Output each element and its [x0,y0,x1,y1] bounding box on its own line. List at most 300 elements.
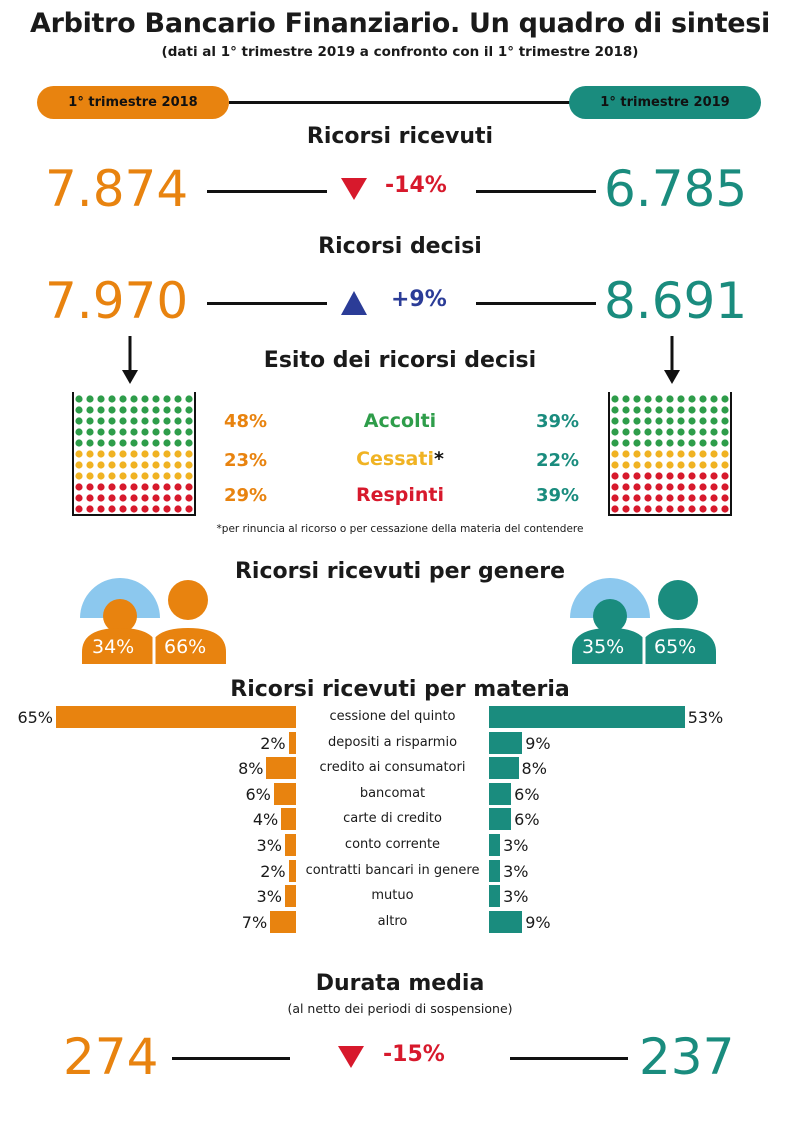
female-head [593,599,627,633]
esito-dot [97,395,104,402]
esito-dot [97,494,104,501]
esito-dot [721,461,728,468]
esito-dot [86,494,93,501]
esito-dot [130,395,137,402]
esito-dot [119,494,126,501]
esito-dot [688,450,695,457]
value-label-2019: 53% [687,708,724,727]
value-label-2019: 3% [503,887,529,907]
value-label-2018: 2% [260,733,286,753]
bar-2018 [289,860,296,882]
esito-dot [622,505,629,512]
esito-dot [611,428,618,435]
esito-dot [75,417,82,424]
respinti-label: Respinti [355,484,445,506]
esito-dot [699,461,706,468]
esito-dot [119,406,126,413]
esito-dot [611,395,618,402]
esito-dot-grid-2018 [72,392,196,516]
period-2019-pill: 1° trimestre 2019 [569,86,761,119]
esito-dot [119,505,126,512]
esito-dot [86,428,93,435]
esito-dot [622,483,629,490]
esito-dot [710,505,717,512]
esito-dot [119,428,126,435]
esito-dot [633,406,640,413]
esito-dot [611,505,618,512]
esito-dot [174,428,181,435]
esito-dot [666,428,673,435]
esito-dot [699,450,706,457]
value-label-2018: 4% [252,810,279,830]
esito-dot [75,406,82,413]
esito-dot [677,472,684,479]
esito-dot [152,461,159,468]
esito-dot [655,483,662,490]
value-label-2019: 9% [525,733,551,753]
esito-dot [633,494,640,501]
esito-dot [163,483,170,490]
esito-dot [163,406,170,413]
materia-heading: Ricorsi ricevuti per materia [230,677,570,702]
esito-dot [721,428,728,435]
esito-dot [633,472,640,479]
esito-dot [163,428,170,435]
esito-dot [141,428,148,435]
esito-dot [644,505,651,512]
bar-2018 [285,834,296,856]
esito-dot [633,450,640,457]
durata-heading: Durata media [315,971,485,996]
esito-dot [141,395,148,402]
esito-dot [141,461,148,468]
esito-dot [677,483,684,490]
esito-dot [152,450,159,457]
esito-dot [141,483,148,490]
esito-dot [108,472,115,479]
esito-dot [152,406,159,413]
category-label: altro [377,913,408,929]
esito-dot [655,428,662,435]
esito-dot [185,450,192,457]
esito-dot [666,472,673,479]
esito-dot [119,439,126,446]
page-subtitle: (dati al 1° trimestre 2019 a confronto con il 1° trimestre 2018) [161,44,639,60]
esito-dot [163,395,170,402]
esito-heading: Esito dei ricorsi decisi [263,348,537,373]
esito-dot [174,450,181,457]
esito-dot [710,494,717,501]
category-label: credito ai consumatori [319,760,466,776]
esito-dot [86,450,93,457]
bar-2019 [489,783,511,805]
esito-dot [699,494,706,501]
esito-dot [666,494,673,501]
esito-dot [75,494,82,501]
esito-dot [185,472,192,479]
esito-dot [75,450,82,457]
esito-dot [174,461,181,468]
ricevuti-2019-value: 6.785 [604,160,748,218]
esito-dot [721,417,728,424]
esito-dot [86,417,93,424]
esito-dot [141,494,148,501]
esito-dot [710,417,717,424]
esito-dot [152,439,159,446]
esito-dot [699,406,706,413]
cessati-label-wrap [300,448,500,470]
genere-2018-female-pct: 34% [92,636,135,658]
esito-dot [130,472,137,479]
bar-2019 [489,757,519,779]
bar-2018 [266,757,296,779]
bar-2019 [489,706,685,728]
esito-dot [86,483,93,490]
cessati-label: Cessati [356,448,434,470]
decisi-line-left [207,302,327,305]
esito-dot [633,461,640,468]
bar-2018 [56,706,296,728]
esito-dot [108,417,115,424]
category-label: cessione del quinto [329,709,456,724]
esito-dot [644,494,651,501]
esito-dot [141,406,148,413]
value-label-2018: 3% [256,887,282,907]
esito-dot [130,483,137,490]
esito-dot [185,483,192,490]
esito-dot [174,439,181,446]
esito-dot [108,483,115,490]
genere-2019-female-pct: 35% [582,636,625,658]
esito-dot [644,406,651,413]
esito-dot [141,450,148,457]
ricevuti-line-left [207,190,327,193]
esito-dot [644,395,651,402]
esito-dot [108,461,115,468]
esito-dot [699,417,706,424]
category-label: mutuo [371,888,414,904]
esito-dot [75,461,82,468]
esito-dot [710,439,717,446]
esito-dot [666,395,673,402]
esito-dot [141,472,148,479]
esito-dot [633,505,640,512]
esito-dot [644,439,651,446]
esito-dot [611,472,618,479]
durata-2019-value: 237 [639,1028,735,1086]
durata-change: -15% [383,1042,445,1067]
esito-dot [611,417,618,424]
esito-dot [75,428,82,435]
esito-dot [108,428,115,435]
esito-dot [666,417,673,424]
esito-dot [644,450,651,457]
esito-dot [655,406,662,413]
esito-dot [677,428,684,435]
down-triangle-icon [339,176,369,202]
esito-dot [130,505,137,512]
esito-dot [611,450,618,457]
esito-dot [152,494,159,501]
esito-note: *per rinuncia al ricorso o per cessazione della materia del contendere [216,523,584,535]
female-head [103,599,137,633]
ricevuti-line-right [476,190,596,193]
bar-2018 [270,911,296,933]
ricevuti-heading: Ricorsi ricevuti [306,124,494,149]
bar-2019 [489,732,522,754]
esito-dot [119,417,126,424]
esito-dot [97,428,104,435]
esito-dot [141,417,148,424]
esito-dot [688,494,695,501]
esito-dot [622,406,629,413]
esito-dot [677,395,684,402]
esito-dot [655,439,662,446]
esito-dot [141,439,148,446]
esito-dot [185,494,192,501]
esito-dot [633,417,640,424]
decisi-2018-value: 7.970 [45,272,189,330]
value-label-2019: 9% [525,912,551,932]
male-head [168,580,208,620]
esito-dot [721,505,728,512]
esito-dot [688,461,695,468]
timeline-line [229,101,570,104]
esito-dot [152,428,159,435]
esito-dot [710,406,717,413]
durata-line-left [172,1057,290,1060]
esito-dot [699,472,706,479]
esito-dot [710,395,717,402]
esito-dot [130,428,137,435]
esito-dot [185,428,192,435]
esito-dot [119,483,126,490]
esito-dot [677,417,684,424]
decisi-line-right [476,302,596,305]
esito-dot [710,428,717,435]
value-label-2019: 3% [503,836,529,855]
esito-dot [622,417,629,424]
esito-dot [622,439,629,446]
category-label: carte di credito [343,811,442,827]
esito-dot [721,439,728,446]
esito-dot [655,461,662,468]
esito-dot [130,417,137,424]
male-head [658,580,698,620]
esito-dot [644,472,651,479]
esito-dot [688,439,695,446]
esito-dot [721,406,728,413]
esito-dot [688,472,695,479]
value-label-2019: 6% [514,810,540,830]
accolti-2019-pct: 39% [536,411,580,432]
esito-dot [611,494,618,501]
esito-dot [622,494,629,501]
esito-dot [655,417,662,424]
esito-dot [163,494,170,501]
esito-dot [633,483,640,490]
esito-dot [119,395,126,402]
esito-dot [644,417,651,424]
esito-dot [710,450,717,457]
esito-dot [119,472,126,479]
esito-dot [622,428,629,435]
esito-dot [97,483,104,490]
esito-dot [710,461,717,468]
category-label: conto corrente [344,837,441,852]
esito-dot [97,406,104,413]
esito-dot [666,461,673,468]
esito-dot [108,494,115,501]
cessati-asterisk: * [433,448,444,470]
esito-dot [721,450,728,457]
value-label-2018: 65% [17,708,53,727]
esito-dot [666,505,673,512]
esito-dot [174,483,181,490]
esito-dot [86,406,93,413]
esito-dot [97,417,104,424]
esito-dot [130,406,137,413]
page-title: Arbitro Bancario Finanziario. Un quadro di sintesi [29,8,771,39]
esito-dot [152,483,159,490]
bar-2018 [289,732,296,754]
esito-dot [677,406,684,413]
value-label-2019: 6% [514,784,540,804]
esito-dot [666,450,673,457]
decisi-2019-value: 8.691 [604,272,748,330]
esito-dot [86,395,93,402]
esito-dot [75,395,82,402]
category-label: bancomat [359,785,426,801]
esito-dot [699,439,706,446]
esito-dot [97,505,104,512]
esito-dot [97,450,104,457]
esito-dot [86,461,93,468]
esito-dot [699,395,706,402]
genere-2018-male-pct: 66% [164,636,207,658]
esito-dot [677,505,684,512]
esito-dot [644,461,651,468]
esito-dot [688,417,695,424]
esito-dot [688,395,695,402]
bar-2018 [281,808,296,830]
bar-2019 [489,834,500,856]
esito-dot [97,461,104,468]
esito-dot [655,395,662,402]
esito-dot [710,472,717,479]
esito-dot [677,450,684,457]
esito-dot [721,483,728,490]
esito-dot [622,450,629,457]
esito-dot [611,406,618,413]
bar-2018 [274,783,296,805]
bar-2018 [285,885,296,907]
esito-dot [119,450,126,457]
esito-dot [108,439,115,446]
esito-dot [152,395,159,402]
esito-dot [677,461,684,468]
ricevuti-change: -14% [385,173,447,198]
esito-dot [108,395,115,402]
esito-dot [152,505,159,512]
esito-dot [174,472,181,479]
bar-2019 [489,911,522,933]
esito-dot [688,483,695,490]
esito-dot [633,395,640,402]
accolti-2018-pct: 48% [224,411,268,432]
esito-dot [130,450,137,457]
esito-dot [611,483,618,490]
esito-dot [97,439,104,446]
up-triangle-icon [339,289,369,317]
esito-dot [677,494,684,501]
esito-dot [152,472,159,479]
esito-dot [174,494,181,501]
durata-subtitle: (al netto dei periodi di sospensione) [287,1001,513,1016]
esito-dot [633,428,640,435]
value-label-2018: 8% [238,759,264,779]
esito-dot [688,428,695,435]
esito-dot [655,505,662,512]
esito-dot [152,417,159,424]
cessati-2019-pct: 22% [536,450,580,471]
esito-dot [119,461,126,468]
esito-dot [185,439,192,446]
esito-dot [185,406,192,413]
esito-dot [163,461,170,468]
esito-dot-grid-2019 [608,392,732,516]
esito-dot [655,494,662,501]
category-label: contratti bancari in genere [305,862,480,878]
esito-dot [75,483,82,490]
esito-dot [141,505,148,512]
esito-dot [666,439,673,446]
respinti-2018-pct: 29% [224,485,268,506]
esito-dot [666,483,673,490]
genere-heading: Ricorsi ricevuti per genere [234,559,566,584]
esito-dot [163,505,170,512]
esito-dot [86,472,93,479]
esito-dot [699,428,706,435]
esito-dot [688,406,695,413]
esito-dot [644,428,651,435]
esito-dot [75,439,82,446]
esito-dot [185,505,192,512]
esito-dot [86,505,93,512]
category-label: depositi a risparmio [327,734,458,750]
esito-dot [622,472,629,479]
esito-dot [75,505,82,512]
down-triangle-icon [336,1044,366,1070]
esito-dot [130,439,137,446]
bar-2019 [489,808,511,830]
esito-dot [721,472,728,479]
esito-dot [655,450,662,457]
value-label-2018: 6% [245,784,271,804]
genere-2019-male-pct: 65% [654,636,697,658]
accolti-label: Accolti [363,410,437,432]
esito-dot [655,472,662,479]
durata-line-right [510,1057,628,1060]
esito-dot [699,483,706,490]
esito-dot [174,505,181,512]
esito-dot [677,439,684,446]
bar-2019 [489,885,500,907]
esito-dot [163,472,170,479]
esito-dot [710,483,717,490]
value-label-2018: 3% [256,836,282,855]
esito-dot [611,439,618,446]
